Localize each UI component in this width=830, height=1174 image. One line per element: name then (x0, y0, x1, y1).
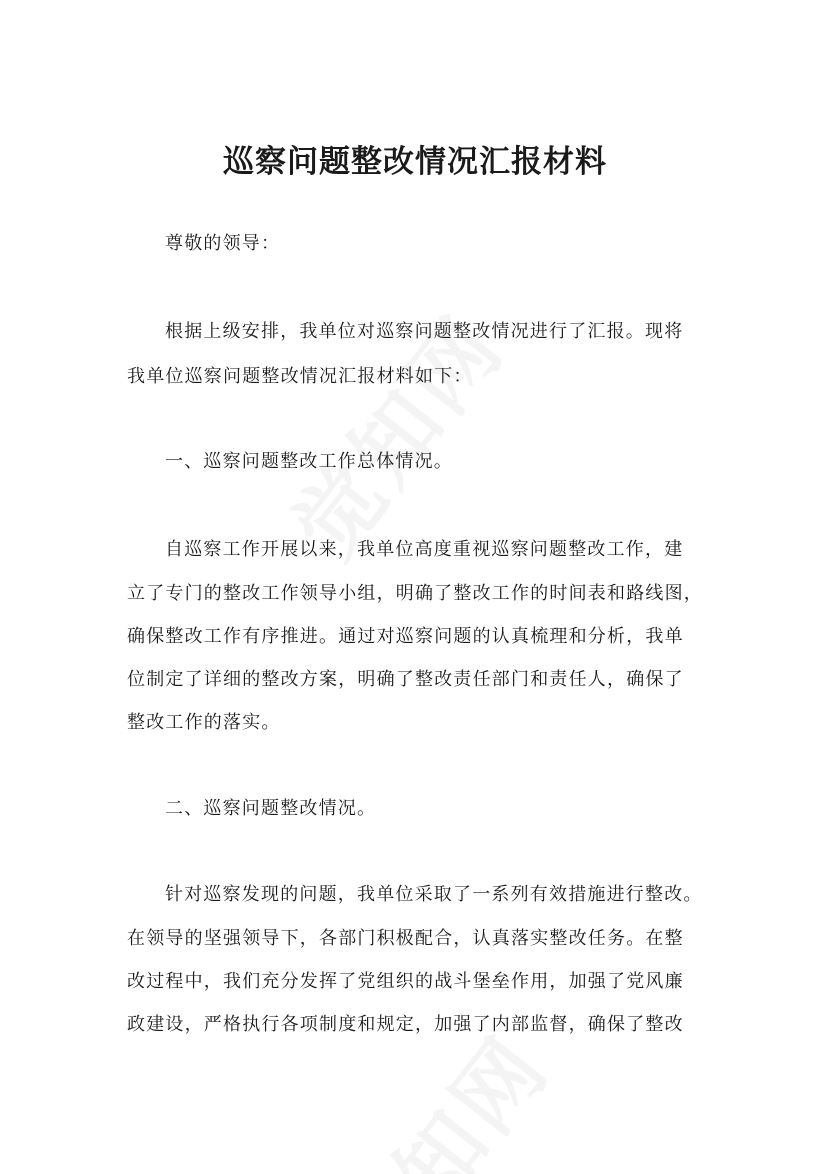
section2-line: 政建设，严格执行各项制度和规定，加强了内部监督，确保了整改 (127, 1014, 684, 1035)
section-heading-2: 二、巡察问题整改情况。 (165, 798, 377, 819)
section1-line: 自巡察工作开展以来，我单位高度重视巡察问题整改工作，建 (165, 539, 684, 560)
intro-line: 根据上级安排，我单位对巡察问题整改情况进行了汇报。现将 (165, 321, 684, 342)
section1-line: 位制定了详细的整改方案，明确了整改责任部门和责任人，确保了 (127, 669, 684, 690)
section2-line: 改过程中，我们充分发挥了党组织的战斗堡垒作用，加强了党风廉 (127, 971, 684, 992)
section-heading-1: 一、巡察问题整改工作总体情况。 (165, 451, 453, 472)
section2-line: 在领导的坚强领导下，各部门积极配合，认真落实整改任务。在整 (127, 928, 684, 949)
intro-line: 我单位巡察问题整改情况汇报材料如下： (127, 366, 473, 387)
section2-line: 针对巡察发现的问题，我单位采取了一系列有效措施进行整改。 (165, 884, 703, 905)
document-title: 巡察问题整改情况汇报材料 (223, 144, 607, 180)
salutation: 尊敬的领导： (165, 233, 281, 254)
section1-line: 确保整改工作有序推进。通过对巡察问题的认真梳理和分析，我单 (127, 626, 684, 647)
section1-line: 立了专门的整改工作领导小组，明确了整改工作的时间表和路线图， (127, 583, 703, 604)
section1-line: 整改工作的落实。 (127, 712, 281, 733)
